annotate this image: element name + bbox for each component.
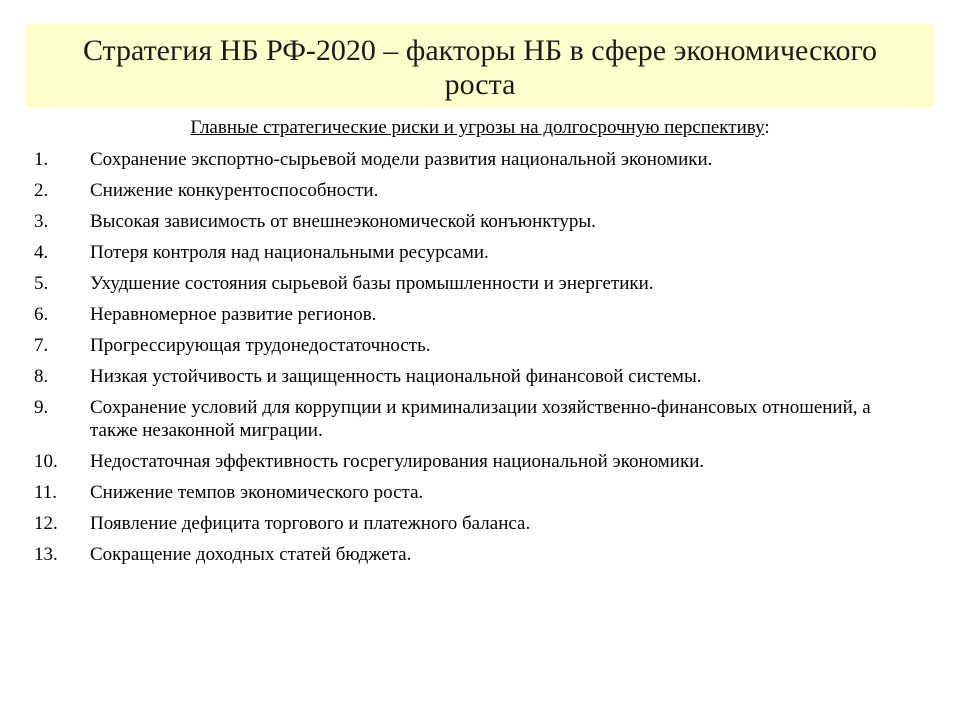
title-box [26, 24, 934, 108]
list-item [0, 396, 880, 442]
item-number: 7. [34, 335, 49, 356]
item-text: Ухудшение состояния сырьевой базы промышленности и энергетики. [90, 273, 654, 294]
list-item [0, 272, 880, 295]
slide-title: Стратегия НБ РФ-2020 – факторы НБ в сфере экономического роста [82, 34, 878, 101]
item-number: 10. [34, 451, 58, 472]
item-number: 3. [34, 211, 49, 232]
list-item [0, 210, 880, 233]
list-item [0, 365, 880, 388]
list-item [0, 241, 880, 264]
item-text: Неравномерное развитие регионов. [90, 304, 377, 325]
list-item [0, 481, 880, 504]
risk-list [0, 148, 960, 574]
item-number: 5. [34, 273, 49, 294]
item-number: 12. [34, 513, 58, 534]
item-number: 2. [34, 180, 49, 201]
list-item [0, 334, 880, 357]
item-number: 8. [34, 366, 49, 387]
item-text: Сокращение доходных статей бюджета. [90, 544, 412, 565]
item-text: Снижение темпов экономического роста. [90, 482, 424, 503]
item-number: 9. [34, 397, 49, 418]
list-item [0, 179, 880, 202]
list-item [0, 450, 880, 473]
item-number: 4. [34, 242, 49, 263]
subtitle-text: Главные стратегические риски и угрозы на долгосрочную перспективу [190, 117, 765, 138]
slide-subtitle [0, 117, 960, 139]
subtitle-colon: : [764, 117, 770, 138]
item-number: 11. [34, 482, 58, 503]
item-text: Прогрессирующая трудонедостаточность. [90, 335, 431, 356]
item-number: 13. [34, 544, 58, 565]
list-item [0, 512, 880, 535]
item-text: Высокая зависимость от внешнеэкономической конъюнктуры. [90, 211, 596, 232]
list-item [0, 148, 880, 171]
item-text: Низкая устойчивость и защищенность национальной финансовой системы. [90, 366, 702, 387]
item-text: Потеря контроля над национальными ресурсами. [90, 242, 489, 263]
list-item [0, 543, 880, 566]
item-number: 1. [34, 149, 49, 170]
list-item [0, 303, 880, 326]
item-text: Снижение конкурентоспособности. [90, 180, 379, 201]
item-text: Сохранение условий для коррупции и криминализации хозяйственно-финансовых отношений, а также незаконной миграции. [90, 397, 871, 441]
item-text: Сохранение экспортно-сырьевой модели развития национальной экономики. [90, 149, 713, 170]
item-number: 6. [34, 304, 49, 325]
item-text: Появление дефицита торгового и платежного баланса. [90, 513, 531, 534]
item-text: Недостаточная эффективность госрегулирования национальной экономики. [90, 451, 705, 472]
